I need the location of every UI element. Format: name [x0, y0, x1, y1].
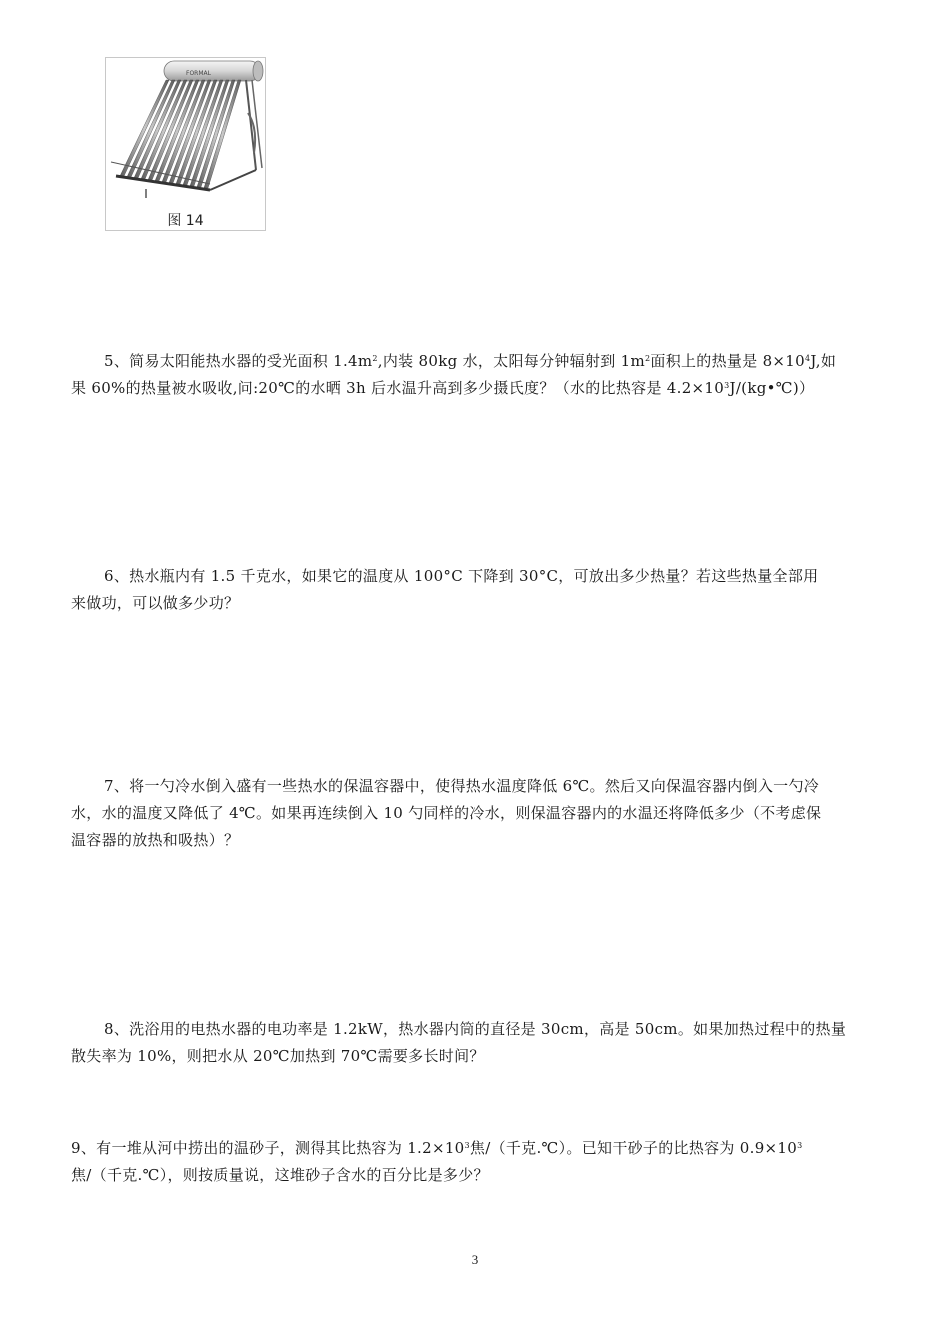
text-segment: 9、有一堆从河中捞出的温砂子，测得其比热容为 1.2×10 — [71, 1139, 465, 1157]
page-number: 3 — [471, 1252, 479, 1267]
superscript: 3 — [464, 1141, 470, 1150]
question-line: 散失率为 10%，则把水从 20℃加热到 70℃需要多长时间？ — [71, 1047, 485, 1065]
text-segment: 面积上的热量是 8×10 — [650, 352, 805, 370]
solar-water-heater-icon — [106, 58, 265, 208]
question-line: 6、热水瓶内有 1.5 千克水，如果它的温度从 100°C 下降到 30°C，可放出多少热量？若这些热量全部用 — [104, 567, 819, 585]
question-line: 水，水的温度又降低了 4℃。如果再连续倒入 10 勺同样的冷水，则保温容器内的水温还将降低多少（不考虑保 — [71, 804, 822, 822]
question-9 — [71, 1135, 881, 1189]
text-segment: ,内装 80kg 水，太阳每分钟辐射到 1m — [377, 352, 646, 370]
question-6 — [71, 563, 881, 617]
question-line — [71, 375, 881, 402]
figure-caption: 图 14 — [167, 213, 204, 229]
superscript: 2 — [372, 354, 378, 363]
question-line: 8、洗浴用的电热水器的电功率是 1.2kW，热水器内筒的直径是 30cm，高是 50cm。如果加热过程中的热量 — [104, 1020, 847, 1038]
superscript: 3 — [724, 381, 730, 390]
text-segment: 果 60%的热量被水吸收,问:20℃的水晒 3h 后水温升高到多少摄氏度？（水的比热容是 4.2×10 — [71, 379, 725, 397]
text-segment: 焦/（千克.℃）。已知干砂子的比热容为 0.9×10 — [469, 1139, 798, 1157]
question-8 — [71, 1016, 881, 1070]
brand-label: FORMAL — [186, 70, 211, 77]
superscript: 4 — [804, 354, 811, 363]
text-segment: J/(kg•℃)） — [729, 379, 815, 397]
text-segment: J,如 — [810, 352, 837, 370]
superscript: 2 — [645, 354, 651, 363]
question-line — [71, 1135, 881, 1162]
superscript: 3 — [797, 1141, 803, 1150]
question-line: 焦/（千克.℃），则按质量说，这堆砂子含水的百分比是多少？ — [71, 1166, 489, 1184]
question-line: 7、将一勺冷水倒入盛有一些热水的保温容器中，使得热水温度降低 6℃。然后又向保温容器内倒入一勺冷 — [104, 777, 820, 795]
question-7 — [71, 773, 881, 854]
question-line: 来做功，可以做多少功？ — [71, 594, 240, 612]
question-line: 温容器的放热和吸热）？ — [71, 831, 240, 849]
solar-water-heater-figure — [105, 57, 266, 231]
question-line — [71, 348, 881, 375]
text-segment: 5、简易太阳能热水器的受光面积 1.4m — [104, 352, 373, 370]
question-5 — [71, 348, 881, 402]
